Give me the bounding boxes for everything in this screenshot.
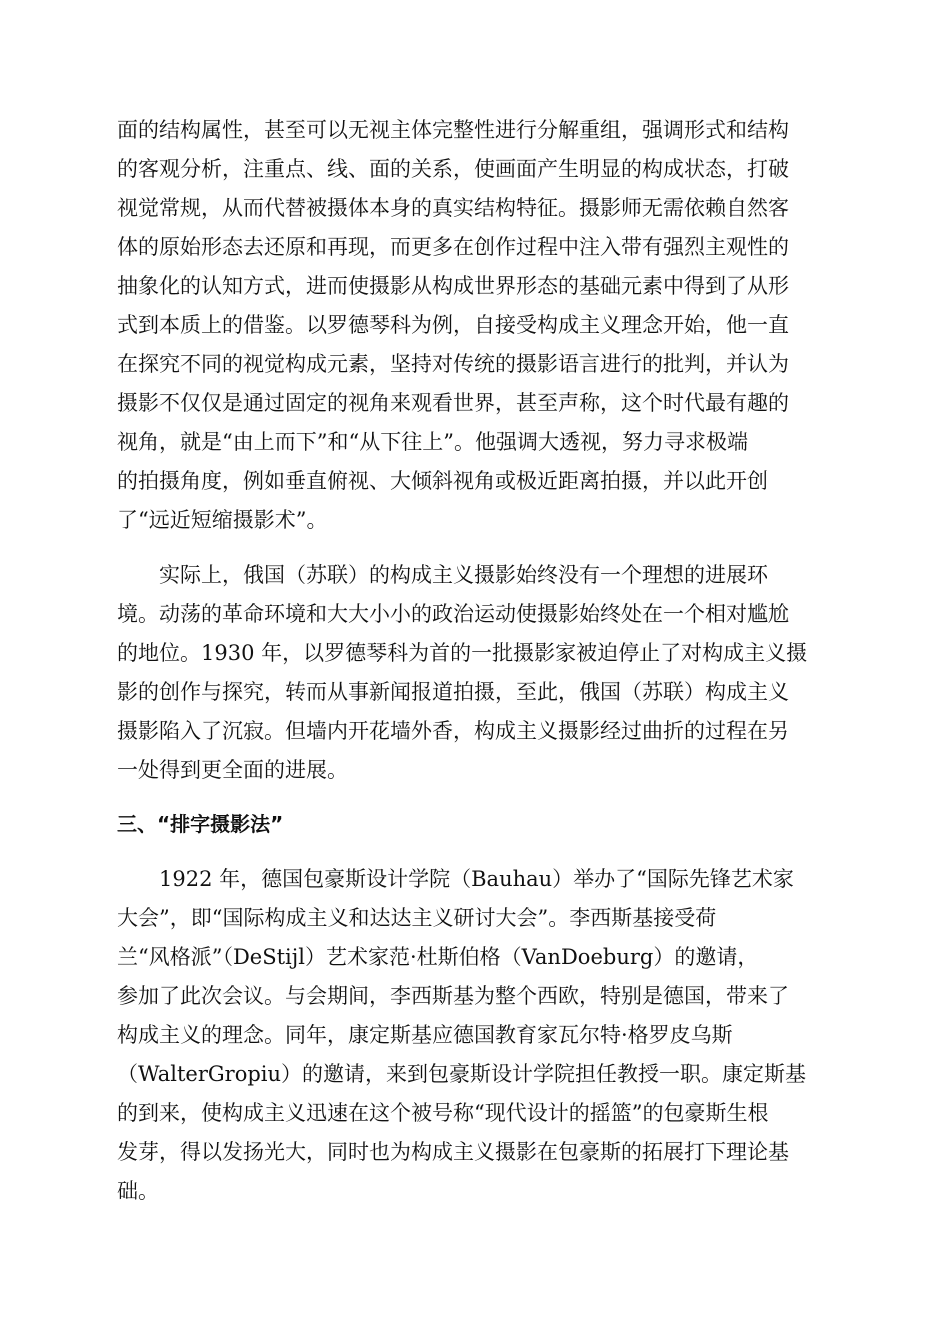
paragraph-line: 发芽，得以发扬光大，同时也为构成主义摄影在包豪斯的拓展打下理论基 [117,1140,789,1164]
paragraph-line: 参加了此次会议。与会期间，李西斯基为整个西欧，特别是德国，带来了 [117,984,789,1008]
paragraph-line: 摄影不仅仅是通过固定的视角来观看世界，甚至声称，这个时代最有趣的 [117,391,789,415]
paragraph-line: 境。动荡的革命环境和大大小小的政治运动使摄影始终处在一个相对尴尬 [117,602,789,626]
paragraph-line: 视觉常规，从而代替被摄体本身的真实结构特征。摄影师无需依赖自然客 [117,196,789,220]
paragraph-line: 摄影陷入了沉寂。但墙内开花墙外香，构成主义摄影经过曲折的过程在另 [117,719,789,743]
paragraph-line: 实际上，俄国（苏联）的构成主义摄影始终没有一个理想的进展环 [159,563,768,587]
paragraph-line: 构成主义的理念。同年，康定斯基应德国教育家瓦尔特·格罗皮乌斯 [117,1023,733,1047]
paragraph-line: 视角，就是“由上而下”和“从下往上”。他强调大透视，努力寻求极端 [117,430,748,454]
paragraph-line: 体的原始形态去还原和再现，而更多在创作过程中注入带有强烈主观性的 [117,235,789,259]
paragraph-line: 大会”，即“国际构成主义和达达主义研讨大会”。李西斯基接受荷 [117,906,717,930]
paragraph-line: 影的创作与探究，转而从事新闻报道拍摄，至此，俄国（苏联）构成主义 [117,680,789,704]
paragraph-line: 抽象化的认知方式，进而使摄影从构成世界形态的基础元素中得到了从形 [117,274,789,298]
paragraph-line: 的到来，使构成主义迅速在这个被号称“现代设计的摇篮”的包豪斯生根 [117,1101,769,1125]
paragraph-line: 了“远近短缩摄影术”。 [117,508,328,532]
paragraph-line: 的客观分析，注重点、线、面的关系，使画面产生明显的构成状态，打破 [117,157,789,181]
paragraph-line: 的拍摄角度，例如垂直俯视、大倾斜视角或极近距离拍摄，并以此开创 [117,469,768,493]
paragraph-line: 兰“风格派”（DeStijl）艺术家范·杜斯伯格（VanDoeburg）的邀请， [117,945,759,969]
paragraph-line: 面的结构属性，甚至可以无视主体完整性进行分解重组，强调形式和结构 [117,118,789,142]
paragraph-line: 的地位。1930 年，以罗德琴科为首的一批摄影家被迫停止了对构成主义摄 [117,641,808,665]
section-heading: 三、“排字摄影法” [117,812,284,836]
paragraph-line: 式到本质上的借鉴。以罗德琴科为例，自接受构成主义理念开始，他一直 [117,313,789,337]
paragraph-line: 础。 [117,1179,159,1203]
paragraph-line: 1922 年，德国包豪斯设计学院（Bauhau）举办了“国际先锋艺术家 [159,867,794,891]
paragraph-line: （WalterGropiu）的邀请，来到包豪斯设计学院担任教授一职。康定斯基 [117,1062,807,1086]
paragraph-line: 一处得到更全面的进展。 [117,758,348,782]
paragraph-line: 在探究不同的视觉构成元素，坚持对传统的摄影语言进行的批判，并认为 [117,352,789,376]
